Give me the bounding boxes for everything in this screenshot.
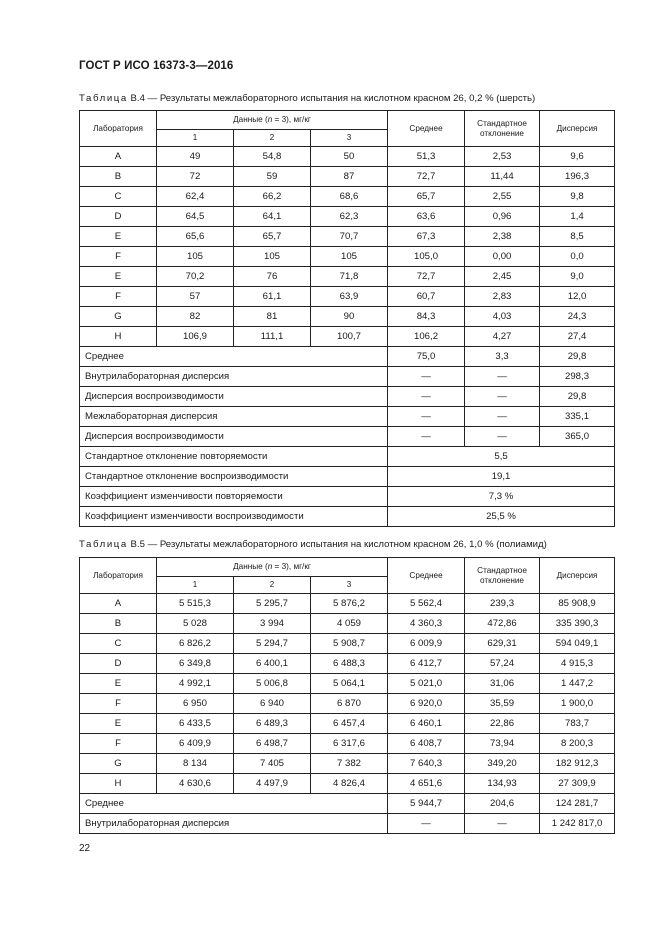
lab-cell: E: [80, 714, 157, 734]
std-dev-cell: 35,59: [465, 694, 540, 714]
summary-row: [80, 407, 615, 427]
data-cell-3: 4 826,4: [311, 774, 388, 794]
lab-cell: G: [80, 754, 157, 774]
mean-cell: 72,7: [388, 267, 465, 287]
statistic-value: 7,3 %: [388, 487, 615, 507]
data-cell-1: 4 992,1: [157, 674, 234, 694]
data-cell-1: 64,5: [157, 207, 234, 227]
mean-cell: —: [388, 387, 465, 407]
data-cell-3: 4 059: [311, 614, 388, 634]
summary-label: Дисперсия воспроизводимости: [80, 387, 388, 407]
variance-cell: 8,5: [540, 227, 615, 247]
summary-row: [80, 387, 615, 407]
mean-cell: 5 021,0: [388, 674, 465, 694]
data-cell-2: 5 006,8: [234, 674, 311, 694]
data-cell-2: 7 405: [234, 754, 311, 774]
variance-cell: 594 049,1: [540, 634, 615, 654]
header-col-3: 3: [311, 577, 388, 594]
header-laboratory: Лаборатория: [80, 111, 157, 147]
statistic-label: Коэффициент изменчивости повторяемости: [80, 487, 388, 507]
mean-cell: 7 640,3: [388, 754, 465, 774]
data-cell-3: 90: [311, 307, 388, 327]
variance-cell: 1 900,0: [540, 694, 615, 714]
data-cell-1: 6 826,2: [157, 634, 234, 654]
data-cell-2: 64,1: [234, 207, 311, 227]
variance-cell: 29,8: [540, 387, 615, 407]
summary-row: [80, 814, 615, 834]
lab-cell: D: [80, 207, 157, 227]
variance-cell: 298,3: [540, 367, 615, 387]
data-cell-3: 100,7: [311, 327, 388, 347]
variance-cell: 196,3: [540, 167, 615, 187]
table-row: [80, 654, 615, 674]
table-row: [80, 267, 615, 287]
statistic-row: [80, 487, 615, 507]
variance-cell: 1 447,2: [540, 674, 615, 694]
data-cell-2: 61,1: [234, 287, 311, 307]
variance-cell: 27,4: [540, 327, 615, 347]
data-cell-2: 6 400,1: [234, 654, 311, 674]
lab-cell: C: [80, 187, 157, 207]
data-cell-2: 6 940: [234, 694, 311, 714]
table-row: [80, 147, 615, 167]
summary-label: Среднее: [80, 347, 388, 367]
data-cell-1: 5 028: [157, 614, 234, 634]
header-col-3: 3: [311, 130, 388, 147]
std-dev-cell: 22,86: [465, 714, 540, 734]
summary-label: Внутрилабораторная дисперсия: [80, 814, 388, 834]
caption-label: Таблица: [79, 93, 128, 104]
document-header: ГОСТ Р ИСО 16373-3—2016: [79, 60, 234, 72]
std-dev-cell: 31,06: [465, 674, 540, 694]
data-cell-2: 105: [234, 247, 311, 267]
std-dev-cell: 204,6: [465, 794, 540, 814]
data-cell-1: 8 134: [157, 754, 234, 774]
data-cell-3: 63,9: [311, 287, 388, 307]
variance-cell: 27 309,9: [540, 774, 615, 794]
std-dev-cell: 73,94: [465, 734, 540, 754]
lab-cell: B: [80, 614, 157, 634]
lab-cell: D: [80, 654, 157, 674]
table-row: [80, 774, 615, 794]
data-cell-2: 6 489,3: [234, 714, 311, 734]
std-dev-cell: 2,38: [465, 227, 540, 247]
lab-cell: G: [80, 307, 157, 327]
mean-cell: 75,0: [388, 347, 465, 367]
std-dev-cell: 4,27: [465, 327, 540, 347]
data-cell-3: 70,7: [311, 227, 388, 247]
std-dev-cell: 11,44: [465, 167, 540, 187]
data-cell-3: 6 317,6: [311, 734, 388, 754]
statistic-label: Стандартное отклонение повторяемости: [80, 447, 388, 467]
data-cell-1: 4 630,6: [157, 774, 234, 794]
std-dev-cell: 57,24: [465, 654, 540, 674]
data-cell-3: 68,6: [311, 187, 388, 207]
table-row: [80, 674, 615, 694]
statistic-value: 5,5: [388, 447, 615, 467]
variance-cell: 0,0: [540, 247, 615, 267]
std-dev-cell: 134,93: [465, 774, 540, 794]
mean-cell: —: [388, 407, 465, 427]
header-std-dev: Стандартное отклонение: [465, 558, 540, 594]
data-cell-1: 6 409,9: [157, 734, 234, 754]
summary-label: Дисперсия воспроизводимости: [80, 427, 388, 447]
data-cell-1: 70,2: [157, 267, 234, 287]
header-variance: Дисперсия: [540, 558, 615, 594]
table-row: [80, 694, 615, 714]
table-row: [80, 614, 615, 634]
data-cell-3: 5 064,1: [311, 674, 388, 694]
data-cell-2: 5 294,7: [234, 634, 311, 654]
variance-cell: 9,0: [540, 267, 615, 287]
caption-text: В.5 — Результаты межлабораторного испытания на кислотном красном 26, 1,0 % (полиамид): [130, 539, 547, 550]
mean-cell: 4 360,3: [388, 614, 465, 634]
header-laboratory: Лаборатория: [80, 558, 157, 594]
table-row: [80, 247, 615, 267]
mean-cell: 4 651,6: [388, 774, 465, 794]
lab-cell: F: [80, 694, 157, 714]
lab-cell: C: [80, 634, 157, 654]
summary-label: Внутрилабораторная дисперсия: [80, 367, 388, 387]
data-cell-3: 6 488,3: [311, 654, 388, 674]
statistic-row: [80, 467, 615, 487]
statistic-value: 19,1: [388, 467, 615, 487]
std-dev-cell: —: [465, 814, 540, 834]
variance-cell: 182 912,3: [540, 754, 615, 774]
std-dev-cell: 0,96: [465, 207, 540, 227]
results-table-polyamide: [79, 557, 615, 834]
data-cell-2: 76: [234, 267, 311, 287]
header-std-dev: Стандартное отклонение: [465, 111, 540, 147]
lab-cell: H: [80, 774, 157, 794]
mean-cell: 6 408,7: [388, 734, 465, 754]
std-dev-cell: —: [465, 407, 540, 427]
data-cell-3: 71,8: [311, 267, 388, 287]
data-cell-2: 54,8: [234, 147, 311, 167]
variance-cell: 335 390,3: [540, 614, 615, 634]
table-caption: [79, 539, 547, 550]
summary-row: [80, 794, 615, 814]
mean-cell: 72,7: [388, 167, 465, 187]
summary-row: [80, 347, 615, 367]
std-dev-cell: 2,55: [465, 187, 540, 207]
data-cell-1: 6 349,8: [157, 654, 234, 674]
data-cell-1: 49: [157, 147, 234, 167]
lab-cell: H: [80, 327, 157, 347]
header-variance: Дисперсия: [540, 111, 615, 147]
summary-row: [80, 367, 615, 387]
data-cell-2: 65,7: [234, 227, 311, 247]
statistic-label: Коэффициент изменчивости воспроизводимости: [80, 507, 388, 527]
data-cell-1: 105: [157, 247, 234, 267]
mean-cell: 60,7: [388, 287, 465, 307]
mean-cell: 5 562,4: [388, 594, 465, 614]
mean-cell: 106,2: [388, 327, 465, 347]
std-dev-cell: 2,45: [465, 267, 540, 287]
lab-cell: F: [80, 247, 157, 267]
table-row: [80, 327, 615, 347]
lab-cell: E: [80, 674, 157, 694]
variance-cell: 24,3: [540, 307, 615, 327]
lab-cell: E: [80, 227, 157, 247]
data-cell-2: 6 498,7: [234, 734, 311, 754]
table-row: [80, 714, 615, 734]
variance-cell: 9,8: [540, 187, 615, 207]
mean-cell: 84,3: [388, 307, 465, 327]
table-row: [80, 754, 615, 774]
header-data: Данные (n = 3), мг/кг: [157, 558, 388, 577]
mean-cell: —: [388, 367, 465, 387]
data-cell-3: 105: [311, 247, 388, 267]
statistic-label: Стандартное отклонение воспроизводимости: [80, 467, 388, 487]
std-dev-cell: 0,00: [465, 247, 540, 267]
statistic-row: [80, 507, 615, 527]
mean-cell: 67,3: [388, 227, 465, 247]
std-dev-cell: 349,20: [465, 754, 540, 774]
page-number: 22: [79, 843, 91, 854]
variance-cell: 4 915,3: [540, 654, 615, 674]
caption-label: Таблица: [79, 539, 128, 550]
std-dev-cell: 2,83: [465, 287, 540, 307]
variance-cell: 783,7: [540, 714, 615, 734]
lab-cell: F: [80, 734, 157, 754]
table-row: [80, 594, 615, 614]
mean-cell: 5 944,7: [388, 794, 465, 814]
statistic-row: [80, 447, 615, 467]
mean-cell: 51,3: [388, 147, 465, 167]
table-row: [80, 167, 615, 187]
table-row: [80, 634, 615, 654]
data-cell-1: 65,6: [157, 227, 234, 247]
table-row: [80, 207, 615, 227]
mean-cell: 65,7: [388, 187, 465, 207]
data-cell-1: 72: [157, 167, 234, 187]
table-row: [80, 227, 615, 247]
variance-cell: 85 908,9: [540, 594, 615, 614]
results-table-wool: [79, 110, 615, 527]
std-dev-cell: 3,3: [465, 347, 540, 367]
data-cell-2: 81: [234, 307, 311, 327]
summary-label: Межлабораторная дисперсия: [80, 407, 388, 427]
data-cell-2: 111,1: [234, 327, 311, 347]
data-cell-3: 6 870: [311, 694, 388, 714]
lab-cell: E: [80, 267, 157, 287]
std-dev-cell: 239,3: [465, 594, 540, 614]
summary-row: [80, 427, 615, 447]
table-row: [80, 734, 615, 754]
header-col-2: 2: [234, 130, 311, 147]
data-cell-2: 59: [234, 167, 311, 187]
lab-cell: F: [80, 287, 157, 307]
mean-cell: 105,0: [388, 247, 465, 267]
mean-cell: —: [388, 427, 465, 447]
table-row: [80, 187, 615, 207]
data-cell-2: 66,2: [234, 187, 311, 207]
data-cell-3: 50: [311, 147, 388, 167]
variance-cell: 12,0: [540, 287, 615, 307]
table-row: [80, 287, 615, 307]
mean-cell: 63,6: [388, 207, 465, 227]
std-dev-cell: —: [465, 427, 540, 447]
std-dev-cell: —: [465, 387, 540, 407]
lab-cell: A: [80, 147, 157, 167]
data-cell-1: 82: [157, 307, 234, 327]
mean-cell: 6 920,0: [388, 694, 465, 714]
summary-label: Среднее: [80, 794, 388, 814]
data-cell-3: 62,3: [311, 207, 388, 227]
caption-text: В.4 — Результаты межлабораторного испытания на кислотном красном 26, 0,2 % (шерсть): [130, 93, 536, 104]
statistic-value: 25,5 %: [388, 507, 615, 527]
data-cell-3: 87: [311, 167, 388, 187]
data-cell-3: 7 382: [311, 754, 388, 774]
data-cell-3: 6 457,4: [311, 714, 388, 734]
variance-cell: 124 281,7: [540, 794, 615, 814]
data-cell-3: 5 908,7: [311, 634, 388, 654]
header-col-1: 1: [157, 130, 234, 147]
mean-cell: —: [388, 814, 465, 834]
data-cell-3: 5 876,2: [311, 594, 388, 614]
data-cell-1: 6 950: [157, 694, 234, 714]
data-cell-1: 106,9: [157, 327, 234, 347]
data-cell-1: 62,4: [157, 187, 234, 207]
header-col-1: 1: [157, 577, 234, 594]
variance-cell: 29,8: [540, 347, 615, 367]
std-dev-cell: 2,53: [465, 147, 540, 167]
std-dev-cell: 629,31: [465, 634, 540, 654]
std-dev-cell: 4,03: [465, 307, 540, 327]
lab-cell: B: [80, 167, 157, 187]
mean-cell: 6 009,9: [388, 634, 465, 654]
header-data: Данные (n = 3), мг/кг: [157, 111, 388, 130]
table-caption: [79, 93, 535, 104]
header-mean: Среднее: [388, 558, 465, 594]
data-cell-2: 5 295,7: [234, 594, 311, 614]
lab-cell: A: [80, 594, 157, 614]
variance-cell: 1 242 817,0: [540, 814, 615, 834]
variance-cell: 8 200,3: [540, 734, 615, 754]
std-dev-cell: 472,86: [465, 614, 540, 634]
header-mean: Среднее: [388, 111, 465, 147]
data-cell-2: 4 497,9: [234, 774, 311, 794]
std-dev-cell: —: [465, 367, 540, 387]
variance-cell: 365,0: [540, 427, 615, 447]
variance-cell: 335,1: [540, 407, 615, 427]
data-cell-2: 3 994: [234, 614, 311, 634]
header-col-2: 2: [234, 577, 311, 594]
mean-cell: 6 460,1: [388, 714, 465, 734]
table-row: [80, 307, 615, 327]
mean-cell: 6 412,7: [388, 654, 465, 674]
variance-cell: 9,6: [540, 147, 615, 167]
data-cell-1: 5 515,3: [157, 594, 234, 614]
variance-cell: 1,4: [540, 207, 615, 227]
data-cell-1: 57: [157, 287, 234, 307]
data-cell-1: 6 433,5: [157, 714, 234, 734]
